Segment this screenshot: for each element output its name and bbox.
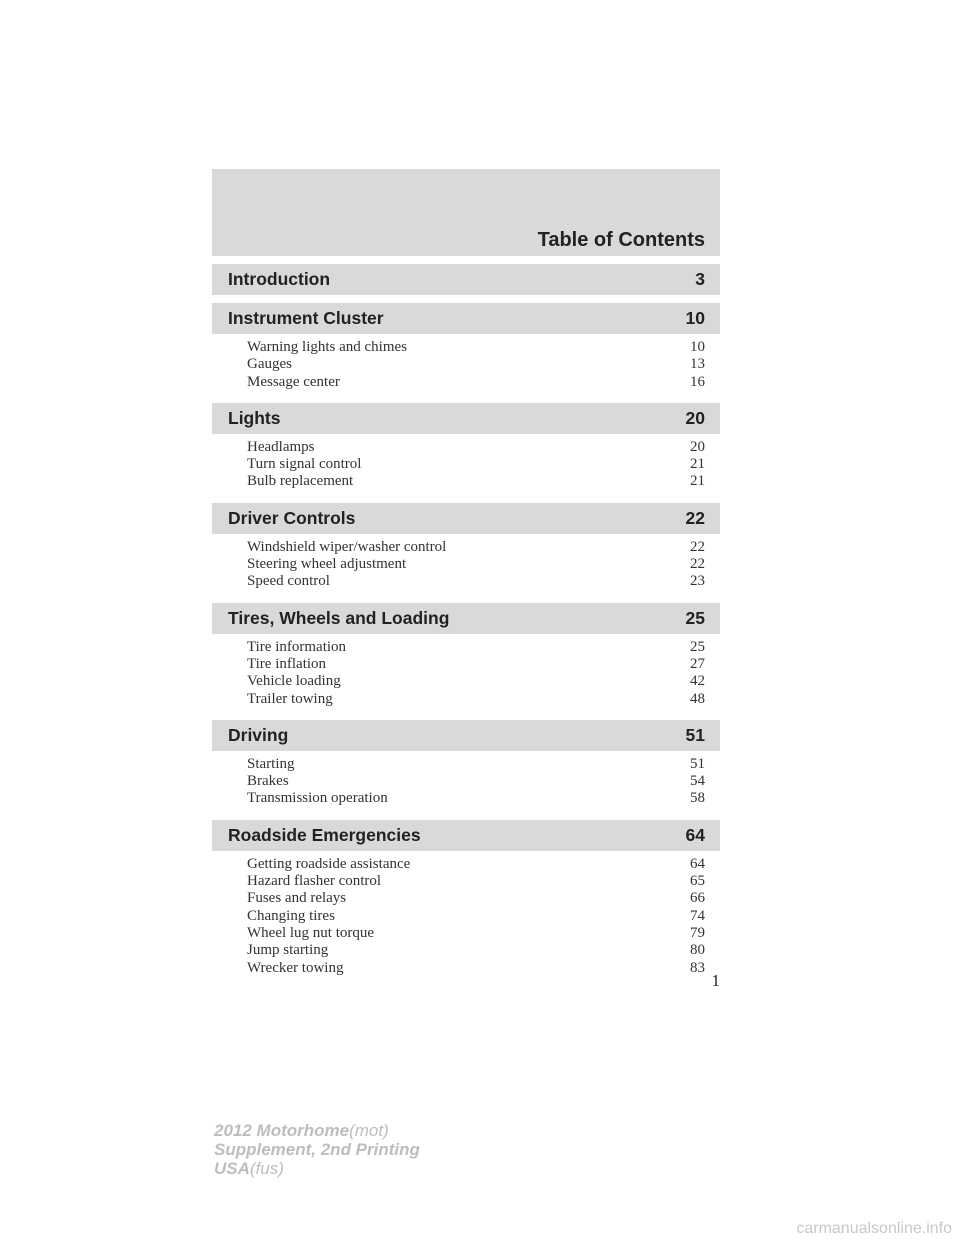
toc-item-label: Bulb replacement [247, 473, 354, 490]
toc-item-page: 16 [690, 373, 705, 390]
toc-section-title: Lights [228, 407, 281, 428]
toc-item-page: 22 [690, 556, 705, 573]
toc-section-page: 25 [685, 607, 705, 628]
toc-item-page: 21 [690, 473, 705, 490]
toc-item-page: 58 [690, 790, 705, 807]
toc-item-label: Message center [247, 373, 340, 390]
toc-item-page: 79 [690, 924, 705, 941]
toc-section-heading[interactable] [212, 720, 720, 751]
toc-item-page: 21 [690, 456, 705, 473]
toc-item-label: Speed control [247, 573, 330, 590]
toc-section-heading[interactable] [212, 503, 720, 534]
toc-item-label: Steering wheel adjustment [247, 556, 407, 573]
toc-item-label: Starting [247, 755, 295, 772]
toc-item[interactable] [247, 756, 705, 773]
toc-item-label: Hazard flasher control [247, 873, 382, 890]
toc-item-label: Headlamps [247, 438, 315, 455]
watermark: carmanualsonline.info [796, 1220, 952, 1237]
toc-item[interactable] [247, 374, 705, 391]
toc-item-page: 54 [690, 773, 705, 790]
toc-item-list [212, 751, 720, 812]
toc-section-title: Tires, Wheels and Loading [228, 607, 450, 628]
toc-item[interactable] [247, 942, 705, 959]
toc-item-page: 13 [690, 356, 705, 373]
toc-item-page: 80 [690, 942, 705, 959]
toc-item-page: 74 [690, 907, 705, 924]
toc-section-page: 22 [685, 507, 705, 528]
toc-item-label: Tire inflation [247, 655, 327, 672]
toc-item-label: Brakes [247, 773, 289, 790]
toc-item[interactable] [247, 439, 705, 456]
toc-item-page: 65 [690, 873, 705, 890]
toc-item[interactable] [247, 573, 705, 590]
toc-header [212, 169, 720, 256]
toc-item[interactable] [247, 873, 705, 890]
toc-section-heading[interactable] [212, 603, 720, 634]
toc-item[interactable] [247, 356, 705, 373]
toc-item-page: 83 [690, 959, 705, 976]
toc-item-page: 10 [690, 339, 705, 355]
toc-section-title: Driver Controls [228, 507, 356, 528]
toc-item-label: Turn signal control [247, 456, 362, 473]
toc-item-page: 27 [690, 655, 705, 672]
toc-item[interactable] [247, 908, 705, 925]
toc-item-list [212, 334, 720, 395]
toc-item-list [212, 434, 720, 495]
toc-section-page: 64 [685, 824, 705, 845]
toc-item[interactable] [247, 890, 705, 907]
toc-sections [212, 264, 720, 981]
toc-item[interactable] [247, 556, 705, 573]
table-of-contents [212, 169, 720, 981]
toc-section-page: 20 [685, 407, 705, 428]
toc-section-heading[interactable] [212, 264, 720, 295]
toc-item[interactable] [247, 539, 705, 556]
toc-item-list [212, 851, 720, 981]
footer-edition: Supplement, 2nd Printing [214, 1140, 420, 1159]
footer-market-code: (fus) [249, 1159, 284, 1178]
toc-item-label: Transmission operation [247, 790, 388, 807]
toc-item-page: 64 [690, 855, 705, 872]
toc-section-title: Roadside Emergencies [228, 824, 421, 845]
toc-item[interactable] [247, 673, 705, 690]
toc-item[interactable] [247, 925, 705, 942]
toc-item[interactable] [247, 773, 705, 790]
toc-item[interactable] [247, 639, 705, 656]
toc-item-label: Windshield wiper/washer control [247, 538, 447, 555]
toc-item-list [212, 634, 720, 712]
toc-item-page: 48 [690, 690, 705, 707]
toc-item-page: 23 [690, 573, 705, 590]
toc-item-list [212, 534, 720, 595]
toc-item[interactable] [247, 691, 705, 708]
toc-item-label: Jump starting [247, 942, 329, 959]
toc-item-label: Trailer towing [247, 690, 333, 707]
toc-item[interactable] [247, 960, 705, 977]
toc-item[interactable] [247, 856, 705, 873]
toc-item-label: Wrecker towing [247, 959, 344, 976]
toc-section-page: 10 [685, 308, 705, 328]
toc-item-label: Vehicle loading [247, 673, 341, 690]
toc-item-page: 42 [690, 673, 705, 690]
toc-item-page: 25 [690, 638, 705, 655]
toc-section-title: Introduction [228, 269, 331, 289]
toc-item-page: 20 [690, 438, 705, 455]
toc-section-title: Driving [228, 724, 289, 745]
toc-item-label: Wheel lug nut torque [247, 924, 375, 941]
footer-model: 2012 Motorhome [214, 1121, 350, 1140]
toc-item-page: 51 [690, 755, 705, 772]
footer-market: USA [214, 1159, 250, 1178]
footer [214, 1121, 420, 1178]
toc-item-label: Changing tires [247, 907, 335, 924]
toc-item-label: Getting roadside assistance [247, 855, 411, 872]
toc-item[interactable] [247, 339, 705, 356]
footer-model-code: (mot) [349, 1121, 389, 1140]
toc-item[interactable] [247, 656, 705, 673]
toc-item[interactable] [247, 456, 705, 473]
toc-section-page: 51 [685, 724, 705, 745]
toc-item-page: 22 [690, 538, 705, 555]
toc-item-label: Tire information [247, 638, 347, 655]
toc-section-heading[interactable] [212, 820, 720, 851]
toc-item-label: Fuses and relays [247, 890, 347, 907]
page-number: 1 [711, 971, 720, 990]
toc-item-page: 66 [690, 890, 705, 907]
toc-item-label: Gauges [247, 356, 292, 373]
toc-item-label: Warning lights and chimes [247, 339, 408, 355]
toc-section-heading[interactable] [212, 303, 720, 334]
toc-item[interactable] [247, 790, 705, 807]
toc-section-heading[interactable] [212, 403, 720, 434]
toc-item[interactable] [247, 473, 705, 490]
toc-section-title: Instrument Cluster [228, 308, 384, 328]
toc-section-page: 3 [695, 269, 705, 289]
page-title: Table of Contents [537, 229, 705, 251]
